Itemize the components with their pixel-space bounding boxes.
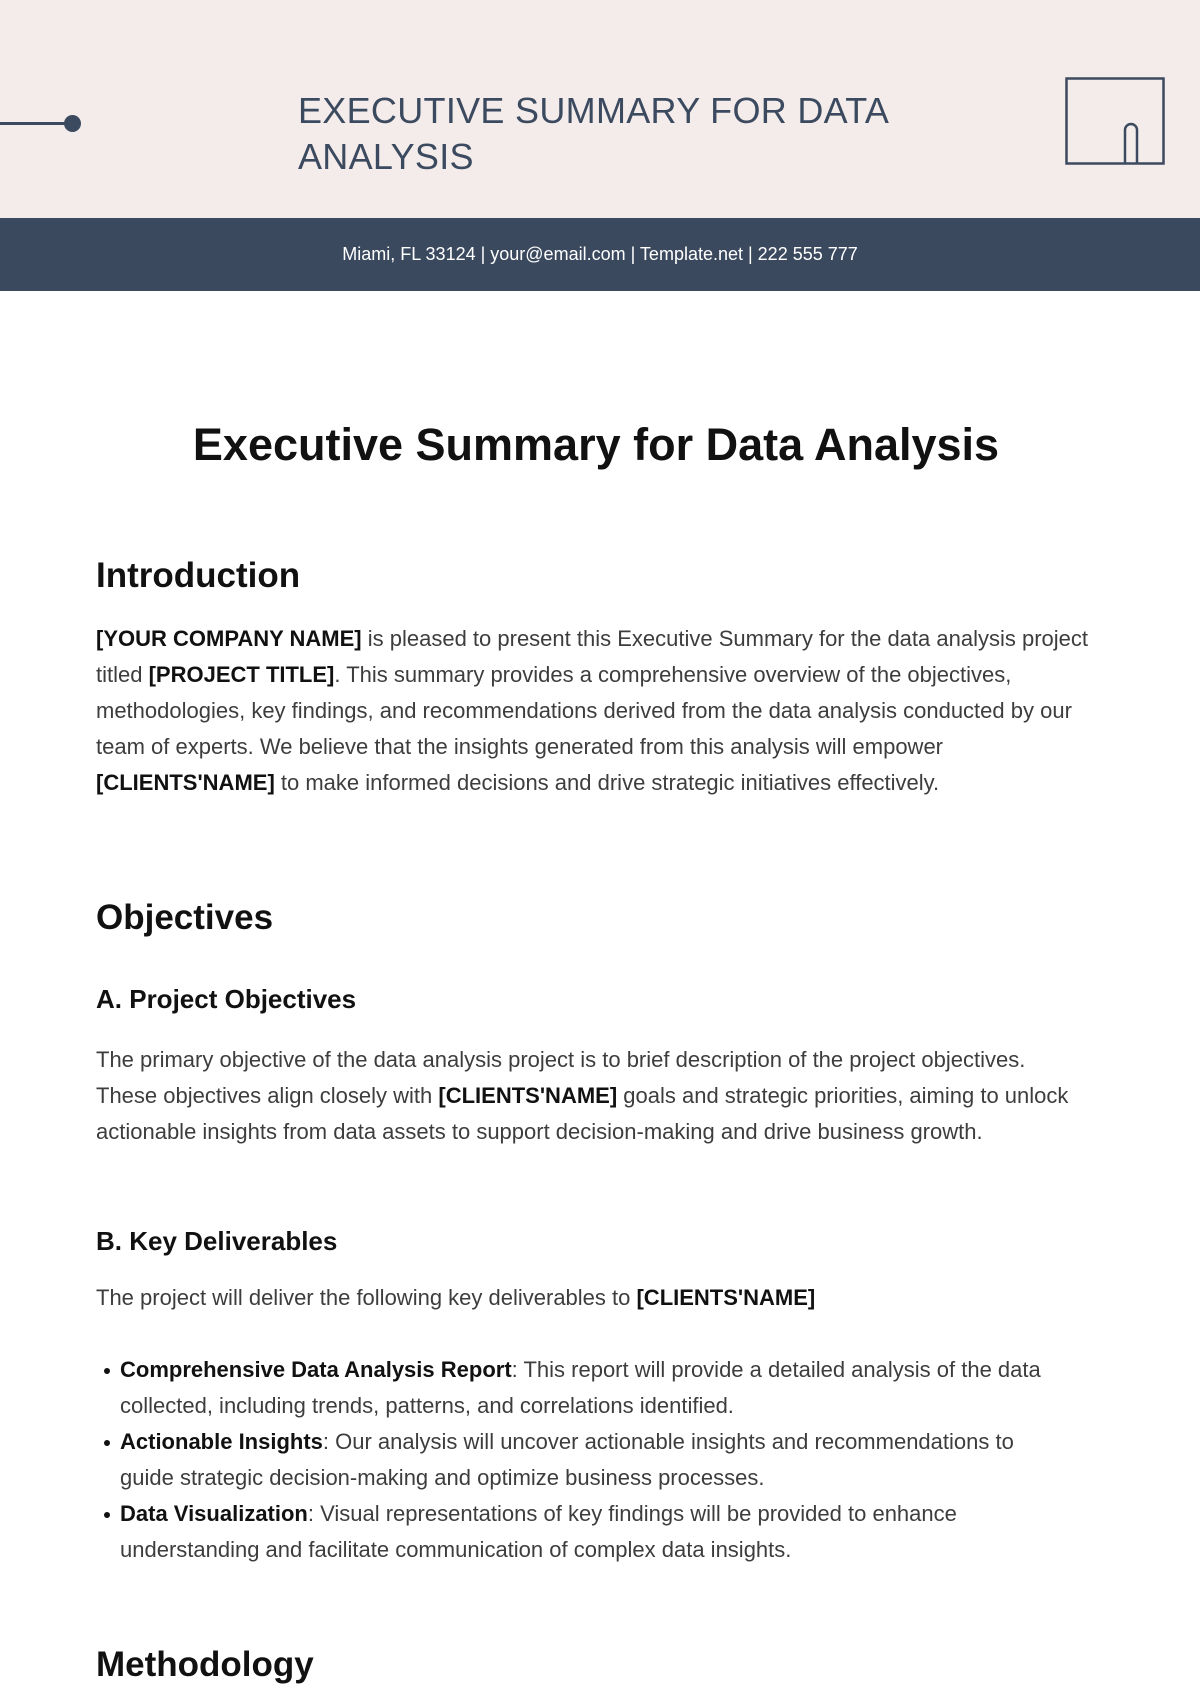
project-objectives-paragraph: The primary objective of the data analysis project is to brief description of the project objectives. These objectives align closely with [CLIENTS'NAME] goals and strategic priorities, aiming to unlock actionable insights from data assets to support decision-making and drive business growth. xyxy=(96,1047,1069,1144)
list-item: Data Visualization: Visual representations of key findings will be provided to enhance understanding and facilitate communication of complex data insights. xyxy=(96,1496,1066,1568)
introduction-paragraph: [YOUR COMPANY NAME] is pleased to present this Executive Summary for the data analysis project titled [PROJECT TITLE]. This summary provides a comprehensive overview of the objectives, methodologies, key findings, and recommendations derived from the data analysis conducted by our team of experts. We believe that the insights generated from this analysis will empower [CLIENTS'NAME] to make informed decisions and drive strategic initiatives effectively. xyxy=(96,626,1088,795)
document-title: Executive Summary for Data Analysis xyxy=(192,419,1000,470)
key-deliverables-list xyxy=(96,1352,1066,1568)
header-band xyxy=(0,0,1200,218)
header-decorative-line xyxy=(0,122,72,125)
client-name-placeholder: [CLIENTS'NAME] xyxy=(438,1083,618,1108)
subheading-key-deliverables: B. Key Deliverables xyxy=(96,1226,338,1256)
contact-bar xyxy=(0,218,1200,291)
subheading-project-objectives: A. Project Objectives xyxy=(96,984,357,1014)
client-name-placeholder: [CLIENTS'NAME] xyxy=(636,1285,816,1310)
section-heading-methodology: Methodology xyxy=(96,1645,314,1684)
building-logo-icon xyxy=(1065,77,1165,165)
header-title: EXECUTIVE SUMMARY FOR DATA ANALYSIS xyxy=(298,90,888,177)
key-deliverables-intro: The project will deliver the following key deliverables to [CLIENTS'NAME] xyxy=(96,1285,816,1310)
contact-info: Miami, FL 33124 | your@email.com | Template.net | 222 555 777 xyxy=(342,244,858,264)
list-item: Actionable Insights: Our analysis will uncover actionable insights and recommendations to guide strategic decision-making and optimize business processes. xyxy=(96,1424,1066,1496)
project-title-placeholder: [PROJECT TITLE] xyxy=(148,662,335,687)
section-heading-introduction: Introduction xyxy=(96,556,301,595)
header-decorative-dot xyxy=(64,115,81,132)
list-item: Comprehensive Data Analysis Report: This report will provide a detailed analysis of the data collected, including trends, patterns, and correlations identified. xyxy=(96,1352,1066,1424)
company-name-placeholder: [YOUR COMPANY NAME] xyxy=(96,626,362,651)
client-name-placeholder: [CLIENTS'NAME] xyxy=(96,770,275,795)
section-heading-objectives: Objectives xyxy=(96,898,274,937)
